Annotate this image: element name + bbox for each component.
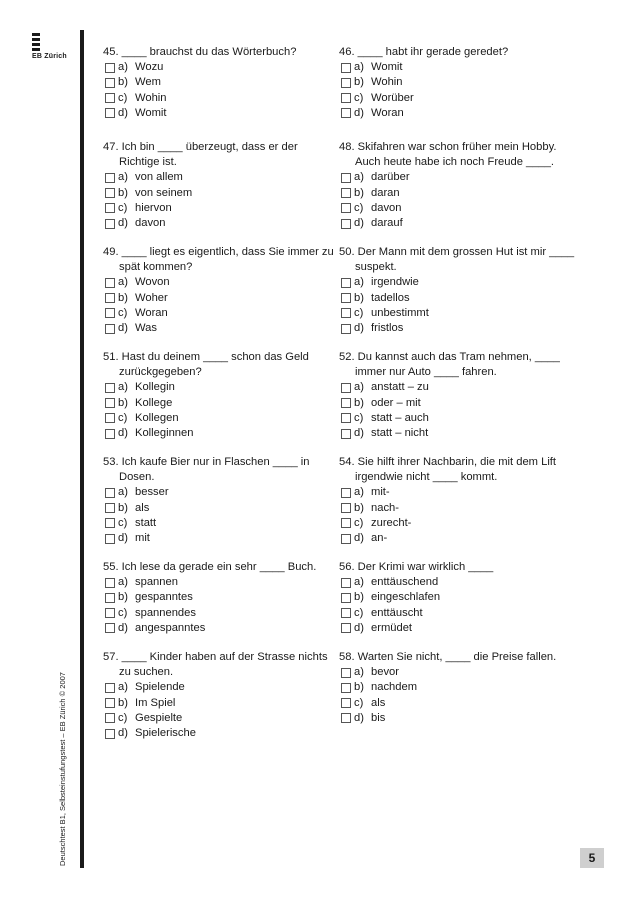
option-text: Wem	[135, 76, 161, 89]
checkbox[interactable]	[341, 488, 351, 498]
question-45	[103, 45, 339, 121]
option-letter: d)	[354, 321, 364, 334]
answer-option[interactable]	[339, 501, 575, 516]
page-number: 5	[580, 848, 604, 868]
checkbox[interactable]	[341, 173, 351, 183]
option-text: hiervon	[135, 201, 172, 214]
option-letter: d)	[354, 621, 364, 634]
option-text: als	[135, 501, 150, 514]
checkbox[interactable]	[341, 698, 351, 708]
option-text: angespanntes	[135, 621, 206, 634]
question-number: 58.	[339, 651, 355, 663]
option-letter: b)	[354, 681, 364, 694]
answer-option[interactable]	[339, 711, 575, 726]
option-text: fristlos	[371, 321, 404, 334]
option-text: Wohin	[371, 76, 403, 89]
logo-text: EB Zürich	[32, 53, 67, 60]
option-text: statt – auch	[371, 411, 429, 424]
answer-option[interactable]	[339, 306, 575, 321]
option-letter: c)	[354, 201, 364, 214]
answer-option[interactable]	[103, 380, 339, 395]
option-text: Woran	[135, 306, 168, 319]
logo-bar	[32, 33, 40, 36]
checkbox[interactable]	[105, 324, 115, 334]
option-text: Kollege	[135, 396, 173, 409]
answer-option[interactable]	[103, 170, 339, 185]
vertical-rule	[80, 30, 84, 868]
answer-option[interactable]	[339, 75, 575, 90]
option-letter: a)	[354, 171, 364, 184]
option-text: Gespielte	[135, 711, 183, 724]
checkbox[interactable]	[105, 593, 115, 603]
question-text	[339, 560, 575, 575]
option-letter: c)	[354, 411, 364, 424]
checkbox[interactable]	[341, 188, 351, 198]
answer-option[interactable]	[339, 665, 575, 680]
option-letter: a)	[118, 381, 128, 394]
logo-bar	[32, 43, 40, 46]
checkbox[interactable]	[341, 713, 351, 723]
option-text: tadellos	[371, 291, 410, 304]
question-text	[103, 140, 339, 170]
option-text: spannendes	[135, 606, 196, 619]
option-text: Kollegin	[135, 381, 175, 394]
option-text: davon	[135, 216, 166, 229]
question-number: 54.	[339, 456, 355, 468]
option-text: Was	[135, 321, 157, 334]
answer-option[interactable]	[103, 531, 339, 546]
question-number: 52.	[339, 351, 355, 363]
option-text: daran	[371, 186, 400, 199]
question-prompt: Du kannst auch das Tram nehmen, ____ immer nur Auto ____ fahren.	[355, 351, 560, 379]
checkbox[interactable]	[105, 203, 115, 213]
question-prompt: Ich kaufe Bier nur in Flaschen ____ in Dosen.	[119, 456, 310, 484]
option-letter: a)	[118, 276, 128, 289]
option-text: besser	[135, 486, 169, 499]
question-prompt: ____ liegt es eigentlich, dass Sie immer zu spät kommen?	[119, 246, 334, 274]
answer-option[interactable]	[103, 186, 339, 201]
checkbox[interactable]	[341, 578, 351, 588]
checkbox[interactable]	[105, 219, 115, 229]
option-text: nach-	[371, 501, 399, 514]
answer-option[interactable]	[103, 426, 339, 441]
checkbox[interactable]	[341, 608, 351, 618]
checkbox[interactable]	[341, 383, 351, 393]
checkbox[interactable]	[105, 278, 115, 288]
option-letter: a)	[354, 276, 364, 289]
option-text: Kolleginnen	[135, 426, 194, 439]
eb-zurich-logo	[32, 33, 72, 60]
answer-option[interactable]	[103, 606, 339, 621]
checkbox[interactable]	[105, 173, 115, 183]
logo-bar	[32, 48, 40, 51]
checkbox[interactable]	[105, 729, 115, 739]
answer-option[interactable]	[339, 621, 575, 636]
option-letter: b)	[118, 591, 128, 604]
checkbox[interactable]	[105, 188, 115, 198]
option-letter: b)	[118, 186, 128, 199]
question-number: 56.	[339, 561, 355, 573]
question-number: 57.	[103, 651, 119, 663]
checkbox[interactable]	[341, 518, 351, 528]
question-prompt: ____ brauchst du das Wörterbuch?	[121, 46, 297, 58]
option-text: Womit	[135, 106, 167, 119]
option-text: Worüber	[371, 91, 414, 104]
option-text: Im Spiel	[135, 696, 176, 709]
checkbox[interactable]	[105, 78, 115, 88]
option-letter: b)	[118, 76, 128, 89]
option-letter: d)	[118, 531, 128, 544]
question-number: 55.	[103, 561, 119, 573]
answer-option[interactable]	[339, 275, 575, 290]
option-letter: d)	[354, 106, 364, 119]
checkbox[interactable]	[341, 324, 351, 334]
question-prompt: ____ Kinder haben auf der Strasse nichts zu suchen.	[119, 651, 328, 679]
option-text: zurecht-	[371, 516, 412, 529]
question-number: 48.	[339, 141, 355, 153]
checkbox[interactable]	[105, 518, 115, 528]
option-text: statt	[135, 516, 157, 529]
answer-option[interactable]	[103, 516, 339, 531]
question-number: 50.	[339, 246, 355, 258]
answer-option[interactable]	[339, 485, 575, 500]
option-text: spannen	[135, 576, 178, 589]
answer-option[interactable]	[103, 411, 339, 426]
question-51	[103, 350, 339, 441]
answer-option[interactable]	[103, 711, 339, 726]
option-text: davon	[371, 201, 402, 214]
question-text	[103, 650, 339, 680]
checkbox[interactable]	[105, 713, 115, 723]
option-text: Womit	[371, 61, 403, 74]
answer-option[interactable]	[339, 291, 575, 306]
option-letter: c)	[118, 91, 128, 104]
option-letter: a)	[118, 576, 128, 589]
question-46	[339, 45, 575, 121]
option-letter: c)	[354, 516, 364, 529]
option-text: enttäuschend	[371, 576, 439, 589]
answer-option[interactable]	[339, 590, 575, 605]
checkbox[interactable]	[105, 608, 115, 618]
checkbox[interactable]	[341, 203, 351, 213]
question-prompt: Ich bin ____ überzeugt, dass er der Richtige ist.	[119, 141, 298, 169]
option-letter: a)	[118, 681, 128, 694]
answer-option[interactable]	[339, 321, 575, 336]
checkbox[interactable]	[105, 413, 115, 423]
option-letter: d)	[118, 106, 128, 119]
option-letter: c)	[118, 306, 128, 319]
checkbox[interactable]	[105, 383, 115, 393]
question-number: 51.	[103, 351, 119, 363]
question-47	[103, 140, 339, 231]
option-text: Spielende	[135, 681, 185, 694]
option-letter: b)	[354, 396, 364, 409]
option-letter: d)	[354, 531, 364, 544]
checkbox[interactable]	[341, 683, 351, 693]
option-text: Wohin	[135, 91, 167, 104]
question-56	[339, 560, 575, 636]
option-text: unbestimmt	[371, 306, 429, 319]
answer-option[interactable]	[103, 485, 339, 500]
checkbox[interactable]	[341, 108, 351, 118]
checkbox[interactable]	[105, 503, 115, 513]
question-text	[103, 560, 339, 575]
question-54	[339, 455, 575, 546]
answer-option[interactable]	[103, 590, 339, 605]
option-letter: d)	[118, 426, 128, 439]
question-prompt: Skifahren war schon früher mein Hobby. Auch heute habe ich noch Freude ____.	[355, 141, 557, 169]
option-letter: a)	[118, 171, 128, 184]
checkbox[interactable]	[105, 534, 115, 544]
answer-option[interactable]	[103, 696, 339, 711]
answer-option[interactable]	[103, 60, 339, 75]
checkbox[interactable]	[105, 488, 115, 498]
question-48	[339, 140, 575, 231]
option-text: statt – nicht	[371, 426, 429, 439]
answer-option[interactable]	[103, 275, 339, 290]
checkbox[interactable]	[105, 578, 115, 588]
answer-option[interactable]	[103, 291, 339, 306]
checkbox[interactable]	[341, 413, 351, 423]
option-letter: a)	[354, 666, 364, 679]
option-text: mit	[135, 531, 150, 544]
option-text: gespanntes	[135, 591, 193, 604]
option-letter: b)	[118, 291, 128, 304]
answer-option[interactable]	[339, 201, 575, 216]
option-letter: c)	[118, 516, 128, 529]
logo-bar	[32, 38, 40, 41]
option-text: ermüdet	[371, 621, 413, 634]
question-58	[339, 650, 575, 726]
answer-option[interactable]	[339, 411, 575, 426]
question-text	[339, 650, 575, 665]
checkbox[interactable]	[105, 63, 115, 73]
option-letter: c)	[354, 606, 364, 619]
question-text	[339, 245, 575, 275]
option-letter: c)	[354, 306, 364, 319]
checkbox[interactable]	[341, 503, 351, 513]
answer-option[interactable]	[339, 606, 575, 621]
question-number: 53.	[103, 456, 119, 468]
question-prompt: ____ habt ihr gerade geredet?	[357, 46, 509, 58]
question-prompt: Warten Sie nicht, ____ die Preise fallen.	[357, 651, 557, 663]
checkbox[interactable]	[105, 108, 115, 118]
question-53	[103, 455, 339, 546]
answer-option[interactable]	[339, 106, 575, 121]
checkbox[interactable]	[105, 93, 115, 103]
answer-option[interactable]	[103, 216, 339, 231]
option-text: als	[371, 696, 386, 709]
option-letter: c)	[354, 696, 364, 709]
question-text	[339, 140, 575, 170]
question-prompt: Der Krimi war wirklich ____	[357, 561, 494, 573]
option-letter: d)	[118, 321, 128, 334]
question-55	[103, 560, 339, 636]
answer-option[interactable]	[103, 306, 339, 321]
question-52	[339, 350, 575, 441]
option-letter: d)	[354, 216, 364, 229]
question-prompt: Ich lese da gerade ein sehr ____ Buch.	[121, 561, 317, 573]
option-text: darauf	[371, 216, 403, 229]
checkbox[interactable]	[341, 93, 351, 103]
option-text: Woran	[371, 106, 404, 119]
checkbox[interactable]	[341, 534, 351, 544]
answer-option[interactable]	[103, 501, 339, 516]
question-number: 46.	[339, 46, 355, 58]
option-letter: a)	[354, 381, 364, 394]
option-letter: b)	[118, 501, 128, 514]
answer-option[interactable]	[103, 726, 339, 741]
answer-option[interactable]	[103, 575, 339, 590]
logo-mark	[32, 33, 72, 51]
checkbox[interactable]	[105, 293, 115, 303]
option-text: Woher	[135, 291, 168, 304]
option-letter: c)	[118, 411, 128, 424]
option-letter: d)	[354, 711, 364, 724]
option-text: enttäuscht	[371, 606, 423, 619]
option-letter: d)	[118, 621, 128, 634]
checkbox[interactable]	[105, 429, 115, 439]
checkbox[interactable]	[341, 593, 351, 603]
option-letter: a)	[118, 486, 128, 499]
option-letter: d)	[118, 726, 128, 739]
option-text: anstatt – zu	[371, 381, 429, 394]
answer-option[interactable]	[339, 575, 575, 590]
answer-option[interactable]	[339, 396, 575, 411]
side-caption: Deutschtest B1, Selbsteinstufungstest – EB Zürich © 2007	[58, 672, 67, 866]
option-letter: b)	[354, 501, 364, 514]
answer-option[interactable]	[339, 216, 575, 231]
answer-option[interactable]	[339, 696, 575, 711]
answer-option[interactable]	[103, 91, 339, 106]
answer-option[interactable]	[103, 621, 339, 636]
option-letter: c)	[118, 711, 128, 724]
question-prompt: Der Mann mit dem grossen Hut ist mir ____ suspekt.	[355, 246, 575, 274]
option-text: irgendwie	[371, 276, 419, 289]
option-text: eingeschlafen	[371, 591, 441, 604]
option-letter: a)	[354, 486, 364, 499]
checkbox[interactable]	[105, 308, 115, 318]
option-text: Spielerische	[135, 726, 196, 739]
option-text: mit-	[371, 486, 390, 499]
question-number: 47.	[103, 141, 119, 153]
question-text	[103, 350, 339, 380]
answer-option[interactable]	[339, 680, 575, 695]
option-text: bis	[371, 711, 386, 724]
checkbox[interactable]	[341, 398, 351, 408]
option-text: von allem	[135, 171, 183, 184]
option-letter: d)	[118, 216, 128, 229]
checkbox[interactable]	[341, 623, 351, 633]
checkbox[interactable]	[341, 278, 351, 288]
question-50	[339, 245, 575, 336]
answer-option[interactable]	[103, 396, 339, 411]
checkbox[interactable]	[341, 308, 351, 318]
checkbox[interactable]	[105, 698, 115, 708]
answer-option[interactable]	[103, 201, 339, 216]
option-text: Wovon	[135, 276, 170, 289]
question-text	[103, 45, 339, 60]
option-letter: b)	[354, 186, 364, 199]
question-number: 45.	[103, 46, 119, 58]
answer-option[interactable]	[103, 680, 339, 695]
option-letter: b)	[354, 591, 364, 604]
checkbox[interactable]	[105, 398, 115, 408]
option-letter: a)	[354, 576, 364, 589]
option-letter: b)	[354, 76, 364, 89]
option-text: an-	[371, 531, 388, 544]
checkbox[interactable]	[105, 683, 115, 693]
option-text: oder – mit	[371, 396, 421, 409]
answer-option[interactable]	[339, 91, 575, 106]
question-49	[103, 245, 339, 336]
answer-option[interactable]	[339, 531, 575, 546]
answer-option[interactable]	[103, 106, 339, 121]
answer-option[interactable]	[339, 186, 575, 201]
question-text	[103, 455, 339, 485]
checkbox[interactable]	[341, 219, 351, 229]
answer-option[interactable]	[339, 380, 575, 395]
checkbox[interactable]	[341, 429, 351, 439]
option-letter: b)	[118, 396, 128, 409]
option-text: Kollegen	[135, 411, 179, 424]
option-letter: a)	[118, 61, 128, 74]
question-prompt: Hast du deinem ____ schon das Geld zurückgegeben?	[119, 351, 309, 379]
checkbox[interactable]	[105, 623, 115, 633]
option-letter: c)	[118, 201, 128, 214]
checkbox[interactable]	[341, 63, 351, 73]
option-text: darüber	[371, 171, 410, 184]
answer-option[interactable]	[103, 75, 339, 90]
option-letter: c)	[118, 606, 128, 619]
option-text: von seinem	[135, 186, 193, 199]
question-text	[339, 455, 575, 485]
option-letter: b)	[118, 696, 128, 709]
question-text	[339, 350, 575, 380]
checkbox[interactable]	[341, 293, 351, 303]
option-text: bevor	[371, 666, 399, 679]
question-57	[103, 650, 339, 741]
option-text: Wozu	[135, 61, 164, 74]
question-number: 49.	[103, 246, 119, 258]
option-text: nachdem	[371, 681, 418, 694]
answer-option[interactable]	[103, 321, 339, 336]
checkbox[interactable]	[341, 78, 351, 88]
option-letter: d)	[354, 426, 364, 439]
answer-option[interactable]	[339, 426, 575, 441]
answer-option[interactable]	[339, 60, 575, 75]
answer-option[interactable]	[339, 516, 575, 531]
option-letter: b)	[354, 291, 364, 304]
option-letter: c)	[354, 91, 364, 104]
question-text	[103, 245, 339, 275]
option-letter: a)	[354, 61, 364, 74]
question-prompt: Sie hilft ihrer Nachbarin, die mit dem Lift irgendwie nicht ____ kommt.	[355, 456, 557, 484]
checkbox[interactable]	[341, 668, 351, 678]
question-text	[339, 45, 575, 60]
answer-option[interactable]	[339, 170, 575, 185]
